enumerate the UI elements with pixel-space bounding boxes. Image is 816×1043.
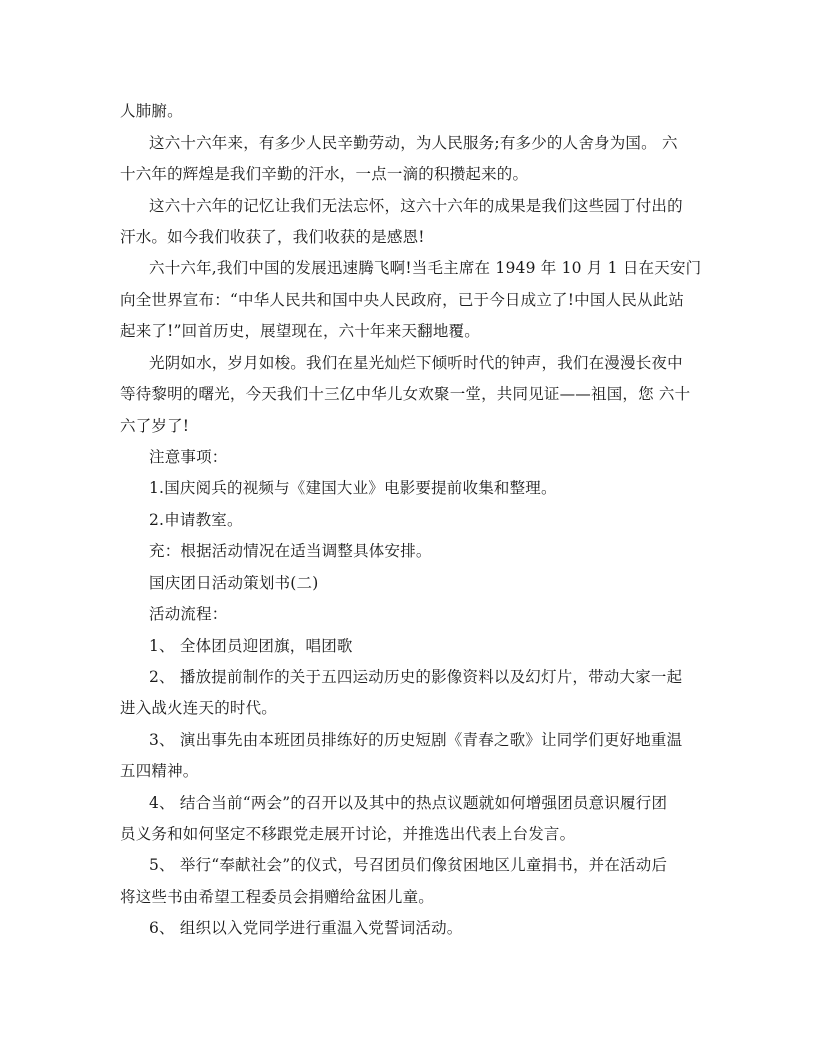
text-line: 充：根据活动情况在适当调整具体安排。 xyxy=(149,542,432,560)
list-item: 2、 播放提前制作的关于五四运动历史的影像资料以及幻灯片，带动大家一起 xyxy=(149,668,683,686)
list-item: 1、 全体团员迎团旗，唱团歌 xyxy=(149,637,353,655)
list-item: 3、 演出事先由本班团员排练好的历史短剧《青春之歌》让同学们更好地重温 xyxy=(149,731,683,749)
list-item: 2.申请教室。 xyxy=(149,511,243,529)
list-item: 4、 结合当前“两会”的召开以及其中的热点议题就如何增强团员意识履行团 xyxy=(149,794,668,812)
text-line: 光阴如水，岁月如梭。我们在星光灿烂下倾听时代的钟声，我们在漫漫长夜中 xyxy=(149,354,683,372)
text-line: 向全世界宣布：“中华人民共和国中央人民政府，已于今日成立了!中国人民从此站 xyxy=(120,291,685,309)
text-line: 这六十六年的记忆让我们无法忘怀，这六十六年的成果是我们这些园丁付出的 xyxy=(149,197,683,215)
text-line: 五四精神。 xyxy=(120,762,199,780)
text-line: 汗水。如今我们收获了，我们收获的是感恩! xyxy=(120,228,425,246)
text-line: 进入战火连天的时代。 xyxy=(120,699,278,717)
text-line: 起来了!”回首历史，展望现在，六十年来天翻地覆。 xyxy=(120,322,480,340)
section-title: 国庆团日活动策划书(二) xyxy=(149,574,319,592)
text-line: 将这些书由希望工程委员会捐赠给盆困儿童。 xyxy=(120,888,435,906)
section-heading: 注意事项： xyxy=(149,448,228,466)
list-item: 5、 举行“奉献社会”的仪式，号召团员们像贫困地区儿童捐书，并在活动后 xyxy=(149,856,668,874)
section-heading: 活动流程： xyxy=(149,605,228,623)
text-line: 这六十六年来，有多少人民辛勤劳动，为人民服务;有多少的人舍身为国。 六 xyxy=(149,134,678,152)
list-item: 1.国庆阅兵的视频与《建国大业》电影要提前收集和整理。 xyxy=(149,479,557,497)
text-line: 员义务和如何坚定不移跟党走展开讨论，并推选出代表上台发言。 xyxy=(120,825,576,843)
text-line: 人肺腑。 xyxy=(120,102,183,120)
text-line: 六十六年,我们中国的发展迅速腾飞啊!当毛主席在 1949 年 10 月 1 日在天安门 xyxy=(149,259,702,277)
text-line: 六了岁了! xyxy=(120,417,190,435)
text-line: 十六年的辉煌是我们辛勤的汗水，一点一滴的积攒起来的。 xyxy=(120,165,529,183)
list-item: 6、 组织以入党同学进行重温入党誓词活动。 xyxy=(149,919,463,937)
text-line: 等待黎明的曙光，今天我们十三亿中华儿女欢聚一堂，共同见证——祖国，您 六十 xyxy=(120,385,691,403)
